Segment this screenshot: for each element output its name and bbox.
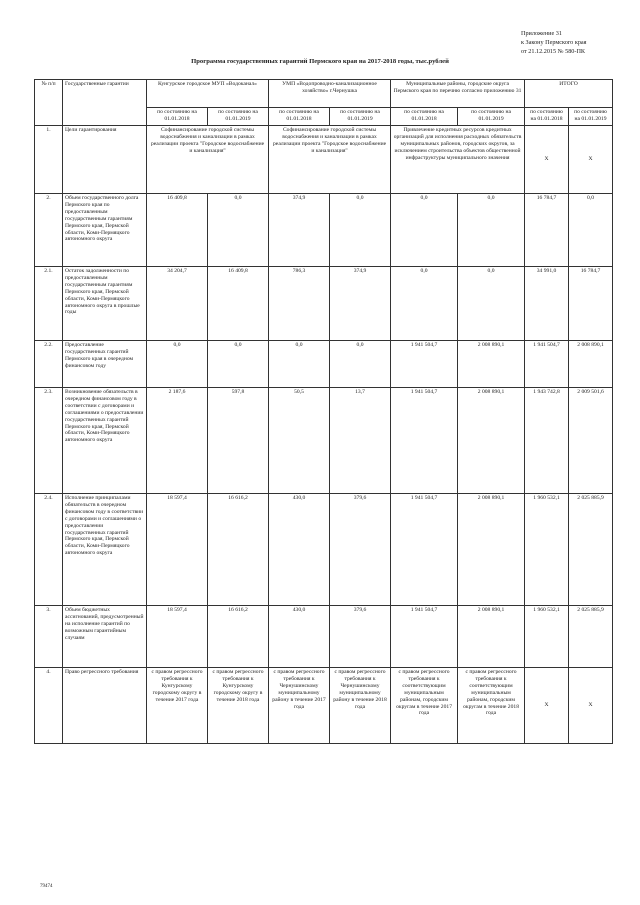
- value-cell: 597,8: [208, 388, 269, 494]
- value-cell: 1 941 504,7: [391, 606, 458, 668]
- row-number: 2.: [35, 194, 63, 267]
- row-number: 4.: [35, 668, 63, 744]
- value-cell: 374,9: [330, 267, 391, 341]
- value-cell: 0,0: [569, 194, 613, 267]
- value-cell: 1 943 742,8: [525, 388, 569, 494]
- value-cell: 2 008 890,1: [458, 606, 525, 668]
- subheader-2019: по состоянию на 01.01.2019: [330, 108, 391, 126]
- value-cell: 1 941 504,7: [391, 341, 458, 388]
- cell-ump-goal: Софинансирование городской системы водоснабжения и канализации в рамках реализации проекта "Городское водоснабжение и канализация": [269, 126, 391, 194]
- cell-total-2018: X: [525, 126, 569, 194]
- value-cell: 430,0: [269, 606, 330, 668]
- value-cell: 1 941 504,7: [525, 341, 569, 388]
- value-cell: 16 409,8: [208, 267, 269, 341]
- row-label: Право регрессного требования: [63, 668, 147, 744]
- value-cell: 16 616,2: [208, 494, 269, 606]
- value-cell: 34 204,7: [147, 267, 208, 341]
- value-cell: с правом регрессного требования к Чернушинскому муниципальному району в течение 2018 года: [330, 668, 391, 744]
- cell-municipal-goal: Привлечение кредитных ресурсов кредитных организаций для исполнения расходных обязательств муниципальных районов, городских округов, за исключением строительства объектов общественной инфраструктуры муниципального значения: [391, 126, 525, 194]
- value-cell: 374,9: [269, 194, 330, 267]
- subheader-2018: по состоянию на 01.01.2018: [525, 108, 569, 126]
- header-guarantee: Государственные гарантии: [63, 80, 147, 126]
- value-cell: 379,6: [330, 494, 391, 606]
- subheader-2018: по состоянию на 01.01.2018: [147, 108, 208, 126]
- value-cell: с правом регрессного требования к соответствующим муниципальным районам, городским округам в течение 2017 года: [391, 668, 458, 744]
- value-cell: 430,0: [269, 494, 330, 606]
- table-row: [35, 606, 613, 668]
- row-label: Возникновение обязательств в очередном финансовом году в соответствии с договорами и соглашениями о предоставлении государственных гарантий Пермского края, Пермской области, Коми-Пермяцкого автономного округа: [63, 388, 147, 494]
- row-number: 2.2.: [35, 341, 63, 388]
- value-cell: 16 409,8: [147, 194, 208, 267]
- header-num: № п/п: [35, 80, 63, 126]
- table-row: [35, 267, 613, 341]
- row-label: Объем государственного долга Пермского края по предоставленным государственным гарантиям Пермского края, Пермской области, Коми-Пермяцкого автономного округа: [63, 194, 147, 267]
- value-cell: 18 597,4: [147, 494, 208, 606]
- appendix-note: [521, 29, 587, 56]
- value-cell: с правом регрессного требования к Чернушинскому муниципальному району в течение 2017 года: [269, 668, 330, 744]
- value-cell: 2 025 885,9: [569, 606, 613, 668]
- value-cell: 34 991,0: [525, 267, 569, 341]
- value-cell: 1 941 504,7: [391, 388, 458, 494]
- appendix-line-2: к Закону Пермского края: [521, 39, 587, 46]
- value-cell: 0,0: [147, 341, 208, 388]
- value-cell: 1 960 532,1: [525, 606, 569, 668]
- subheader-2019: по состоянию на 01.01.2019: [458, 108, 525, 126]
- row-number: 1.: [35, 126, 63, 194]
- value-cell: 0,0: [458, 194, 525, 267]
- value-cell: 0,0: [208, 341, 269, 388]
- footer-code: 79474: [40, 884, 53, 889]
- header-total: ИТОГО: [525, 80, 613, 108]
- value-cell: 16 784,7: [569, 267, 613, 341]
- value-cell: 0,0: [208, 194, 269, 267]
- value-cell: 13,7: [330, 388, 391, 494]
- value-cell: 2 025 885,9: [569, 494, 613, 606]
- row-number: 2.1.: [35, 267, 63, 341]
- header-municipal: Муниципальные районы, городские округа Пермского края по перечню согласно приложению 31: [391, 80, 525, 108]
- value-cell: 2 187,6: [147, 388, 208, 494]
- subheader-2018: по состоянию на 01.01.2018: [391, 108, 458, 126]
- table-row: [35, 668, 613, 744]
- header-ump: УМП «Водопроводно-канализационное хозяйство» г.Чернушка: [269, 80, 391, 108]
- table-row: [35, 194, 613, 267]
- value-cell: 1 941 504,7: [391, 494, 458, 606]
- table-row: [35, 494, 613, 606]
- value-cell: X: [525, 668, 569, 744]
- appendix-line-3: от 21.12.2015 № 580-ПК: [521, 48, 586, 55]
- cell-kungur-goal: Софинансирование городской системы водоснабжения и канализации в рамках реализации проекта "Городское водоснабжение и канализация": [147, 126, 269, 194]
- row-number: 2.3.: [35, 388, 63, 494]
- row-label: Цели гарантирования: [63, 126, 147, 194]
- value-cell: 0,0: [330, 341, 391, 388]
- value-cell: 2 008 890,1: [458, 494, 525, 606]
- row-number: 3.: [35, 606, 63, 668]
- value-cell: с правом регрессного требования к Кунгурскому городскому округу в течение 2018 года: [208, 668, 269, 744]
- row-number: 2.4.: [35, 494, 63, 606]
- table-row: [35, 341, 613, 388]
- header-row: [35, 80, 613, 108]
- guarantees-table: [34, 79, 613, 744]
- value-cell: X: [569, 668, 613, 744]
- header-kungur: Кунгурское городское МУП «Водоканал»: [147, 80, 269, 108]
- row-label: Остаток задолженности по предоставленным государственным гарантиям Пермского края, Пермской области, Коми-Пермяцкого автономного округа в прошлые годы: [63, 267, 147, 341]
- value-cell: 0,0: [269, 341, 330, 388]
- value-cell: 1 960 532,1: [525, 494, 569, 606]
- value-cell: 16 784,7: [525, 194, 569, 267]
- cell-total-2019: X: [569, 126, 613, 194]
- value-cell: 2 008 890,1: [458, 341, 525, 388]
- value-cell: 2 009 501,6: [569, 388, 613, 494]
- value-cell: 0,0: [391, 194, 458, 267]
- value-cell: 16 616,2: [208, 606, 269, 668]
- row-label: Объем бюджетных ассигнований, предусмотренный на исполнение гарантий по возможным гарантийным случаям: [63, 606, 147, 668]
- value-cell: 379,6: [330, 606, 391, 668]
- row-label: Предоставление государственных гарантий Пермского края в очередном финансовом году: [63, 341, 147, 388]
- value-cell: 0,0: [458, 267, 525, 341]
- value-cell: 0,0: [330, 194, 391, 267]
- value-cell: 786,3: [269, 267, 330, 341]
- subheader-2018: по состоянию на 01.01.2018: [269, 108, 330, 126]
- appendix-line-1: Приложение 31: [521, 30, 562, 37]
- value-cell: с правом регрессного требования к Кунгурскому городскому округу в течение 2017 года: [147, 668, 208, 744]
- value-cell: 2 008 890,1: [458, 388, 525, 494]
- subheader-2019: по состоянию на 01.01.2019: [208, 108, 269, 126]
- row-label: Исполнение принципалами обязательств в очередном финансовом году в соответствии с договорами и соглашениями о предоставлении государственных гарантий Пермского края, Пермской области, Коми-Пермяцкого автономного округа: [63, 494, 147, 606]
- value-cell: 50,5: [269, 388, 330, 494]
- value-cell: 18 597,4: [147, 606, 208, 668]
- value-cell: 2 008 890,1: [569, 341, 613, 388]
- table-row: [35, 388, 613, 494]
- value-cell: 0,0: [391, 267, 458, 341]
- value-cell: с правом регрессного требования к соответствующим муниципальным районам, городским округам в течение 2018 года: [458, 668, 525, 744]
- document-title: Программа государственных гарантий Пермского края на 2017-2018 годы, тыс.рублей: [191, 58, 449, 65]
- subheader-2019: по состоянию на 01.01.2019: [569, 108, 613, 126]
- table-row: [35, 126, 613, 194]
